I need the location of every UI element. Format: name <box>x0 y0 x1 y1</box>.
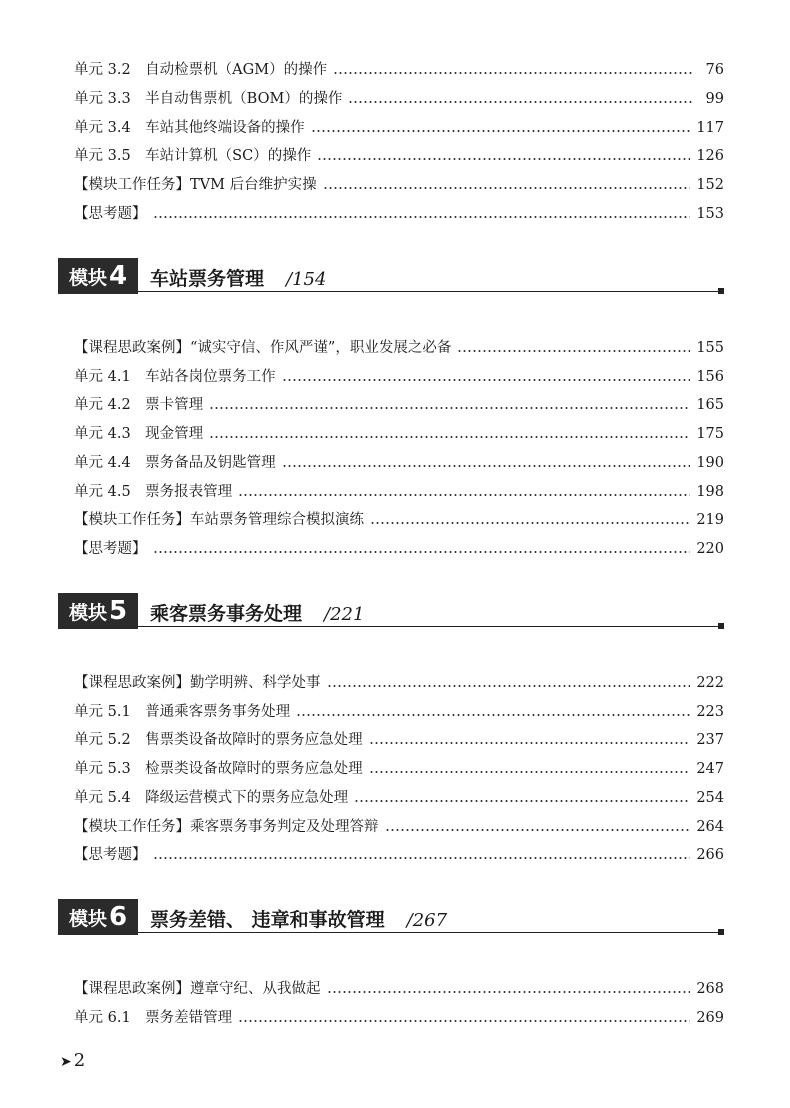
toc-entry-label: 单元 6.1 票务差错管理 <box>74 1010 233 1026</box>
toc-entry-label: 单元 3.5 车站计算机（SC）的操作 <box>74 148 312 164</box>
toc-leader-dots <box>333 72 694 74</box>
toc-entry-label: 单元 3.4 车站其他终端设备的操作 <box>74 120 305 136</box>
toc-entry-page: 222 <box>696 675 724 691</box>
toc-entry-label: 【课程思政案例】“诚实守信、作风严谨”，职业发展之必备 <box>74 340 452 356</box>
module-badge <box>58 593 138 629</box>
toc-leader-dots <box>317 158 690 160</box>
toc-entry[interactable] <box>74 728 724 752</box>
toc-entry-page: 153 <box>696 206 724 222</box>
toc-entry[interactable] <box>74 173 724 197</box>
module-rule-end <box>718 929 724 935</box>
toc-leader-dots <box>354 800 690 802</box>
toc-entry[interactable] <box>74 422 724 446</box>
module-title-text: 车站票务管理 <box>150 268 265 290</box>
toc-leader-dots <box>282 379 691 381</box>
page-number <box>60 1050 85 1071</box>
toc-entry[interactable] <box>74 977 724 1001</box>
module-badge-number: 5 <box>108 596 128 626</box>
toc-leader-dots <box>153 216 691 218</box>
toc-entry-label: 【模块工作任务】TVM 后台维护实操 <box>74 177 317 193</box>
toc-entry[interactable] <box>74 815 724 839</box>
toc-entry-page: 156 <box>696 369 724 385</box>
toc-leader-dots <box>153 551 691 553</box>
module-title-text: 票务差错、 违章和事故管理 <box>150 909 385 931</box>
toc-entry[interactable] <box>74 87 724 111</box>
toc-entry-page: 219 <box>696 512 724 528</box>
module-heading[interactable] <box>58 899 724 935</box>
toc-entry-page: 264 <box>696 819 724 835</box>
page-number-text: 2 <box>73 1050 86 1071</box>
toc-entry-page: 254 <box>696 790 724 806</box>
toc-entry-label: 单元 4.3 现金管理 <box>74 426 204 442</box>
toc-entry-page: 266 <box>696 847 724 863</box>
toc-entry[interactable] <box>74 757 724 781</box>
module-badge-text: 模块 <box>68 266 107 289</box>
module-page-number: /267 <box>406 910 448 931</box>
toc-entry-label: 单元 4.5 票务报表管理 <box>74 484 233 500</box>
toc-entry-label: 单元 3.2 自动检票机（AGM）的操作 <box>74 62 328 78</box>
toc-leader-dots <box>457 350 690 352</box>
toc-leader-dots <box>238 1020 690 1022</box>
toc-entry-label: 【思考题】 <box>74 541 147 557</box>
toc-entry-page: 198 <box>696 484 724 500</box>
toc-entry[interactable] <box>74 365 724 389</box>
toc-entry-page: 268 <box>696 981 724 997</box>
toc-entry-page: 99 <box>705 91 724 107</box>
toc-entry-label: 单元 5.4 降级运营模式下的票务应急处理 <box>74 790 349 806</box>
toc-leader-dots <box>369 742 691 744</box>
toc-entry-label: 单元 4.2 票卡管理 <box>74 397 204 413</box>
toc-entry[interactable] <box>74 843 724 867</box>
toc-entry-page: 155 <box>696 340 724 356</box>
toc-entry-page: 76 <box>705 62 724 78</box>
module-page-number: /154 <box>286 269 327 290</box>
toc-leader-dots <box>282 465 691 467</box>
toc-entry-page: 165 <box>696 397 724 413</box>
module-title <box>150 264 326 291</box>
toc-entry[interactable] <box>74 336 724 360</box>
toc-entry-label: 【课程思政案例】遵章守纪、从我做起 <box>74 981 321 997</box>
toc-entry-page: 126 <box>696 148 724 164</box>
toc-entry[interactable] <box>74 116 724 140</box>
toc-leader-dots <box>327 685 691 687</box>
module-title-text: 乘客票务事务处理 <box>150 603 303 625</box>
toc-leader-dots <box>209 436 690 438</box>
toc-entry-label: 【课程思政案例】勤学明辨、科学处事 <box>74 675 321 691</box>
toc-entry[interactable] <box>74 393 724 417</box>
toc-entry-page: 220 <box>696 541 724 557</box>
module-page-number: /221 <box>324 604 365 625</box>
toc-entry-label: 单元 5.3 检票类设备故障时的票务应急处理 <box>74 761 363 777</box>
toc-entry-label: 单元 5.2 售票类设备故障时的票务应急处理 <box>74 732 363 748</box>
toc-entry-label: 【思考题】 <box>74 847 147 863</box>
arrow-icon: ➤ <box>60 1054 72 1070</box>
toc-leader-dots <box>209 407 690 409</box>
toc-entry-page: 117 <box>696 120 724 136</box>
toc-entry-page: 247 <box>696 761 724 777</box>
module-badge-text: 模块 <box>68 601 107 624</box>
toc-leader-dots <box>370 522 690 524</box>
toc-entry-page: 237 <box>696 732 724 748</box>
module-rule-end <box>718 288 724 294</box>
module-badge-text: 模块 <box>68 907 107 930</box>
module-heading[interactable] <box>58 593 724 629</box>
module-rule-end <box>718 623 724 629</box>
toc-entry[interactable] <box>74 202 724 226</box>
toc-leader-dots <box>348 101 694 103</box>
toc-entry-label: 单元 4.4 票务备品及钥匙管理 <box>74 455 276 471</box>
toc-entry-label: 单元 5.1 普通乘客票务事务处理 <box>74 704 291 720</box>
toc-leader-dots <box>323 187 691 189</box>
toc-entry[interactable] <box>74 786 724 810</box>
toc-leader-dots <box>238 494 690 496</box>
toc-entry[interactable] <box>74 58 724 82</box>
toc-leader-dots <box>311 130 691 132</box>
toc-entry-page: 190 <box>696 455 724 471</box>
toc-entry[interactable] <box>74 537 724 561</box>
toc-entry[interactable] <box>74 700 724 724</box>
module-title <box>150 905 447 932</box>
toc-entry-label: 【模块工作任务】车站票务管理综合模拟演练 <box>74 512 364 528</box>
module-badge <box>58 258 138 294</box>
toc-leader-dots <box>327 991 691 993</box>
toc-entry[interactable] <box>74 1006 724 1030</box>
toc-leader-dots <box>296 714 690 716</box>
module-heading[interactable] <box>58 258 724 294</box>
module-rule <box>138 932 718 934</box>
toc-entry-page: 175 <box>696 426 724 442</box>
toc-leader-dots <box>385 829 691 831</box>
module-rule <box>138 626 718 628</box>
toc-entry-label: 【模块工作任务】乘客票务事务判定及处理答辩 <box>74 819 379 835</box>
module-rule <box>138 291 718 293</box>
module-badge <box>58 899 138 935</box>
module-badge-number: 4 <box>108 261 128 291</box>
toc-entry-page: 269 <box>696 1010 724 1026</box>
toc-leader-dots <box>369 771 691 773</box>
toc-entry-page: 223 <box>696 704 724 720</box>
toc-entry[interactable] <box>74 508 724 532</box>
toc-entry-label: 单元 3.3 半自动售票机（BOM）的操作 <box>74 91 343 107</box>
toc-entry[interactable] <box>74 451 724 475</box>
toc-entry-page: 152 <box>696 177 724 193</box>
toc-entry[interactable] <box>74 671 724 695</box>
toc-entry[interactable] <box>74 144 724 168</box>
toc-entry-label: 【思考题】 <box>74 206 147 222</box>
toc-leader-dots <box>153 857 691 859</box>
module-title <box>150 599 364 626</box>
module-badge-number: 6 <box>108 902 128 932</box>
toc-entry[interactable] <box>74 480 724 504</box>
toc-entry-label: 单元 4.1 车站各岗位票务工作 <box>74 369 276 385</box>
